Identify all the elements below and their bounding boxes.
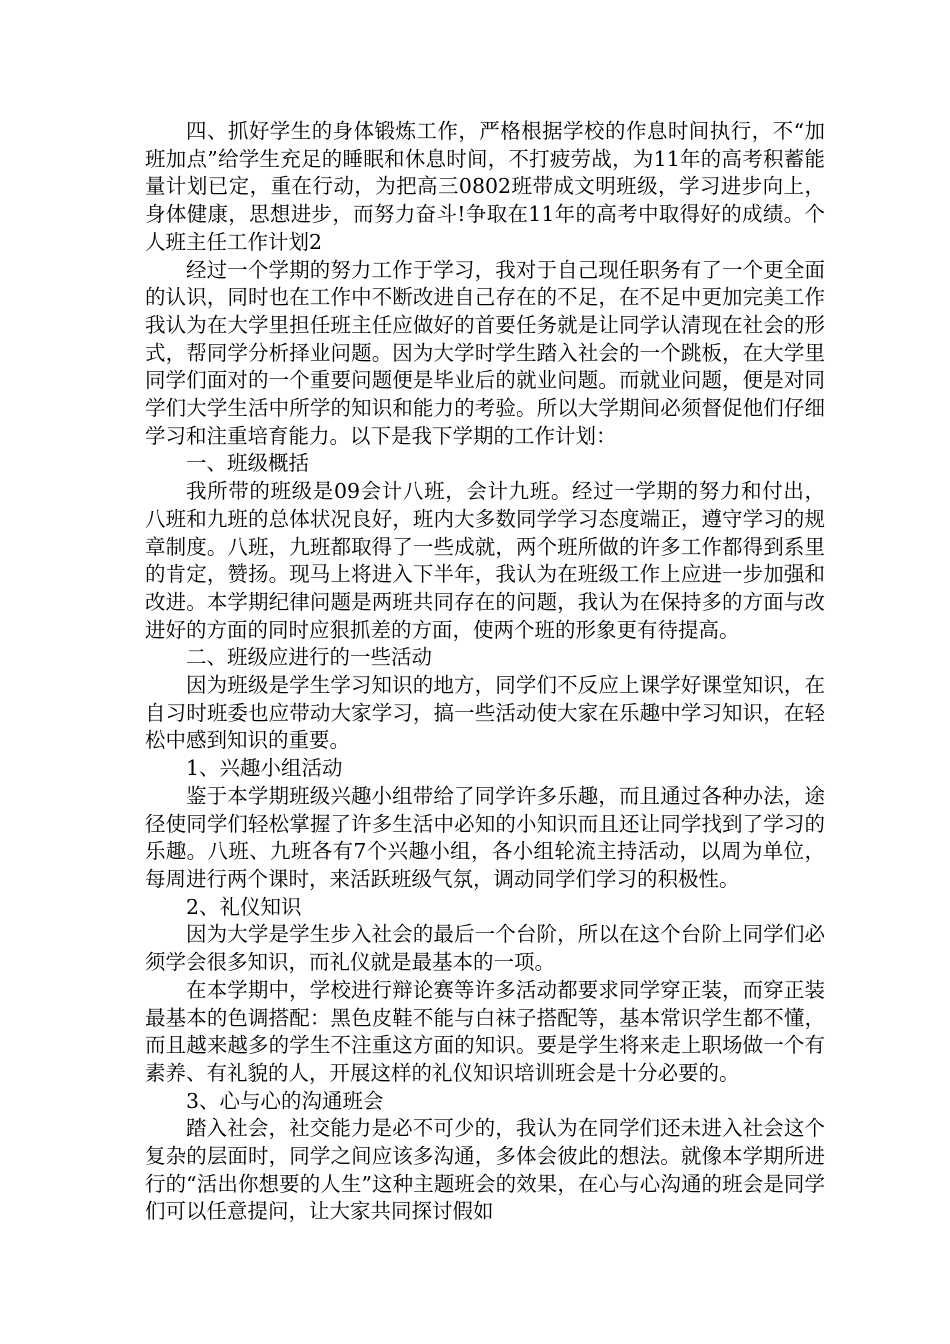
subheading-interest-groups: 1、兴趣小组活动 (186, 756, 343, 781)
subheading-etiquette: 2、礼仪知识 (186, 894, 302, 919)
section-heading-class-overview: 一、班级概括 (186, 451, 309, 476)
paragraph-work-plan-intro: 经过一个学期的努力工作于学习，我对于自己现任职务有了一个更全面的认识，同时也在工作中不断改进自己存在的不足，在不足中更加完美工作我认为在大学里担任班主任应做好的首要任务就是让同学认清现在社会的形式，帮同学分析择业问题。因为大学时学生踏入社会的一个跳板，在大学里同学们面对的一个重要问题便是毕业后的就业问题。而就业问题，便是对同学们大学生活中所学的知识和能力的考验。所以大学期间必须督促他们仔细学习和注重培育能力。以下是我下学期的工作计划： (145, 257, 825, 448)
paragraph-etiquette-1: 因为大学是学生步入社会的最后一个台阶，所以在这个台阶上同学们必须学会很多知识，而礼仪就是最基本的一项。 (145, 922, 825, 975)
document-page (145, 118, 825, 1226)
paragraph-interest-groups: 鉴于本学期班级兴趣小组带给了同学许多乐趣，而且通过各种办法，途径使同学们轻松掌握了许多生活中必知的小知识而且还让同学找到了学习的乐趣。八班、九班各有7个兴趣小组，各小组轮流主持活动，以周为单位，每周进行两个课时，来活跃班级气氛，调动同学们学习的积极性。 (145, 783, 825, 891)
section-heading-class-activities: 二、班级应进行的一些活动 (186, 645, 432, 670)
paragraph-item-4-health: 四、抓好学生的身体锻炼工作，严格根据学校的作息时间执行，不“加班加点”给学生充足的睡眠和休息时间，不打疲劳战，为11年的高考积蓄能量计划已定，重在行动，为把高三0802班带成文明班级，学习进步向上，身体健康，思想进步，而努力奋斗!争取在11年的高考中取得好的成绩。个人班主任工作计划2 (145, 119, 825, 254)
paragraph-class-overview: 我所带的班级是09会计八班，会计九班。经过一学期的努力和付出，八班和九班的总体状况良好，班内大多数同学学习态度端正，遵守学习的规章制度。八班，九班都取得了一些成就，两个班所做的许多工作都得到系里的肯定，赞扬。现马上将进入下半年，我认为在班级工作上应进一步加强和改进。本学期纪律问题是两班共同存在的问题，我认为在保持多的方面与改进好的方面的同时应狠抓差的方面，使两个班的形象更有待提高。 (145, 479, 825, 642)
paragraph-etiquette-2: 在本学期中，学校进行辩论赛等许多活动都要求同学穿正装，而穿正装最基本的色调搭配：黑色皮鞋不能与白袜子搭配等，基本常识学生都不懂，而且越来越多的学生不注重这方面的知识。要是学生将来走上职场做一个有素养、有礼貌的人，开展这样的礼仪知识培训班会是十分必要的。 (145, 977, 825, 1085)
subheading-communication-meeting: 3、心与心的沟通班会 (186, 1088, 384, 1113)
paragraph-class-activities: 因为班级是学生学习知识的地方，同学们不反应上课学好课堂知识，在自习时班委也应带动大家学习，搞一些活动使大家在乐趣中学习知识，在轻松中感到知识的重要。 (145, 673, 825, 753)
paragraph-communication-meeting: 踏入社会，社交能力是必不可少的，我认为在同学们还未进入社会这个复杂的层面时，同学之间应该多沟通，多体会彼此的想法。就像本学期所进行的“活出你想要的人生”这种主题班会的效果，在心与心沟通的班会是同学们可以任意提问，让大家共同探讨假如 (145, 1116, 825, 1224)
